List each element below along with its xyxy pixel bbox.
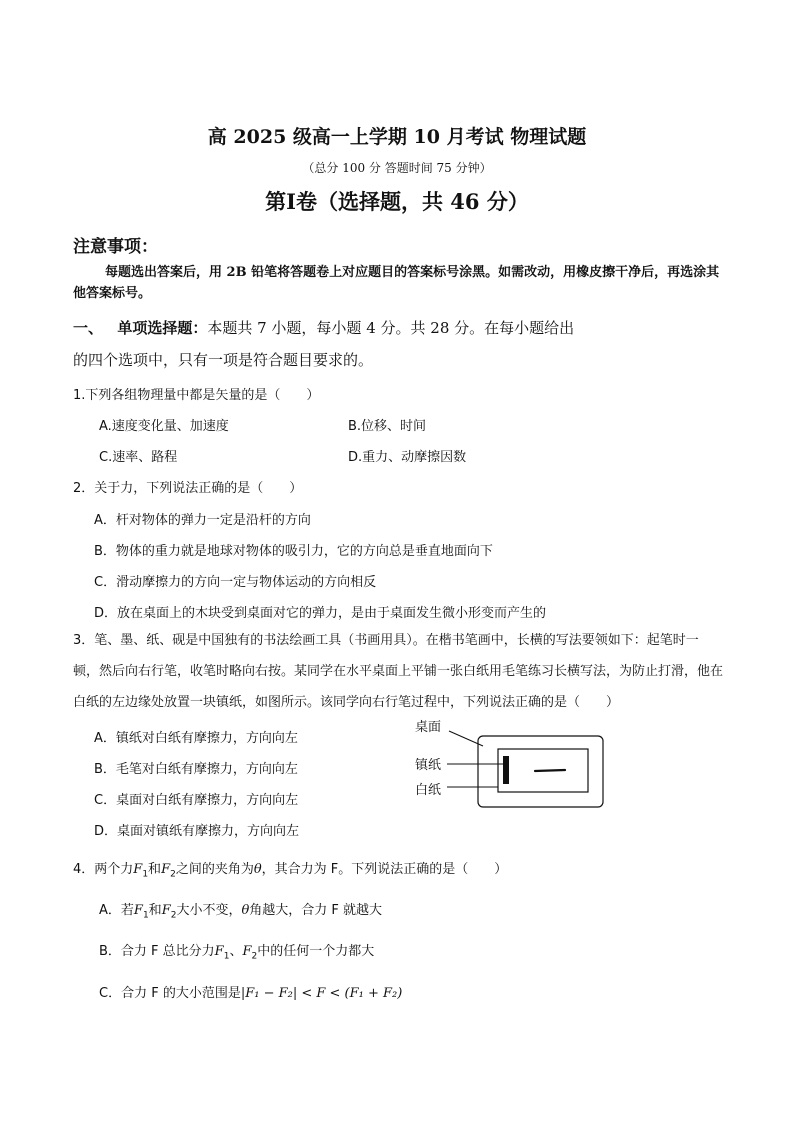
q3-stem: 3．笔、墨、纸、砚是中国独有的书法绘画工具（书画用具）。在楷书笔画中，长横的写法要领如下：起笔时一顿，然后向右行笔，收笔时略向右按。某同学在水平桌面上平铺一张白纸用毛笔练习长横写法，为防止打滑，他在白纸的左边缘处放置一块镇纸，如图所示。该同学向右行笔过程中，下列说法正确的是（ ） — [73, 633, 724, 710]
q4-stem — [73, 858, 507, 880]
q4-stem-part-d: ，其合力为 F。下列说法正确的是（ ） — [261, 862, 508, 877]
desk-leader-line — [449, 731, 483, 746]
part1-line1 — [73, 317, 574, 338]
q2-option-c: C．滑动摩擦力的方向一定与物体运动的方向相反 — [94, 575, 377, 590]
q3-option-c: C．桌面对白纸有摩擦力，方向向左 — [94, 793, 299, 808]
q3-option-d: D．桌面对镇纸有摩擦力，方向向左 — [94, 824, 300, 839]
exam-subtitle: （总分 100 分 答题时间 75 分钟） — [302, 161, 492, 175]
q2-option-a: A．杆对物体的弹力一定是沿杆的方向 — [94, 513, 311, 528]
q3-option-b: B．毛笔对白纸有摩擦力，方向向左 — [94, 762, 298, 777]
q1-option-b: B.位移、时间 — [348, 419, 427, 434]
q4-option-a — [99, 899, 382, 921]
q4-option-a-f2-sub: 2 — [170, 910, 177, 921]
q4-option-a-text1: A．若 — [99, 903, 134, 918]
q4-theta: θ — [253, 862, 262, 877]
exam-title: 高 2025 级高一上学期 10 月考试 物理试题 — [207, 126, 587, 148]
q4-option-b-f2: F — [242, 944, 252, 959]
q4-f2: F — [161, 862, 171, 877]
q4-option-a-f2: F — [161, 903, 171, 918]
q2-option-b: B．物体的重力就是地球对物体的吸引力，它的方向总是垂直地面向下 — [94, 544, 493, 559]
q3-figure — [405, 718, 605, 810]
q4-option-a-text3: 大小不变， — [176, 903, 242, 918]
q4-stem-part-a: 4．两个力 — [73, 862, 134, 877]
q4-stem-part-b: 和 — [148, 862, 162, 877]
q1-option-a: A.速度变化量、加速度 — [99, 419, 229, 434]
q4-option-b-f1: F — [214, 944, 224, 959]
label-paper: 白纸 — [415, 783, 442, 798]
q4-option-a-f1-sub: 1 — [142, 910, 149, 921]
notice-body: 每题选出答案后，用 2B 铅笔将答题卷上对应题目的答案标号涂黑。如需改动，用橡皮擦干净后，再选涂其他答案标号。 — [73, 265, 720, 301]
q1-option-d: D.重力、动摩擦因数 — [348, 450, 467, 465]
q4-option-a-text2: 和 — [148, 903, 162, 918]
label-paperweight: 镇纸 — [415, 758, 442, 773]
q4-option-b-f1-sub: 1 — [223, 951, 230, 962]
q4-option-a-f1: F — [133, 903, 143, 918]
label-desk: 桌面 — [415, 720, 442, 735]
q1-option-c: C.速率、路程 — [99, 450, 178, 465]
q3-option-a: A．镇纸对白纸有摩擦力，方向向左 — [94, 731, 298, 746]
q2-stem: 2．关于力，下列说法正确的是（ ） — [73, 481, 303, 496]
part1-name: 单项选择题： — [117, 319, 208, 337]
q4-option-b-text3: 中的任何一个力都大 — [257, 944, 375, 959]
q1-stem: 1.下列各组物理量中都是矢量的是（ ） — [73, 388, 320, 403]
brush-stroke — [535, 770, 565, 771]
q4-stem-part-c: 之间的夹角为 — [175, 862, 254, 877]
part1-desc: 本题共 7 小题，每小题 4 分。共 28 分。在每小题给出 — [207, 319, 575, 337]
q2-option-d: D．放在桌面上的木块受到桌面对它的弹力，是由于桌面发生微小形变而产生的 — [94, 606, 547, 621]
q4-option-b-text1: B．合力 F 总比分力 — [99, 944, 215, 959]
q4-option-b-text2: 、 — [229, 944, 243, 959]
q4-option-b-f2-sub: 2 — [251, 951, 258, 962]
q4-f1-sub: 1 — [142, 869, 149, 880]
part1-number: 一、 — [73, 319, 104, 337]
q4-option-c — [99, 982, 402, 1001]
paperweight-bar — [503, 756, 509, 784]
section-title: 第Ⅰ卷（选择题，共 46 分） — [265, 189, 529, 214]
q4-option-c-text: C．合力 F 的大小范围是 — [99, 986, 241, 1001]
q4-option-b — [99, 940, 374, 962]
q4-option-a-text4: 角越大，合力 F 就越大 — [249, 903, 383, 918]
q4-f1: F — [133, 862, 143, 877]
q4-f2-sub: 2 — [170, 869, 176, 880]
part1-line2: 的四个选项中，只有一项是符合题目要求的。 — [73, 351, 374, 369]
q4-option-c-formula: |F₁ − F₂| < F < (F₁ + F₂) — [240, 986, 403, 1001]
notice-heading: 注意事项： — [73, 237, 158, 257]
q4-option-a-theta: θ — [241, 903, 250, 918]
